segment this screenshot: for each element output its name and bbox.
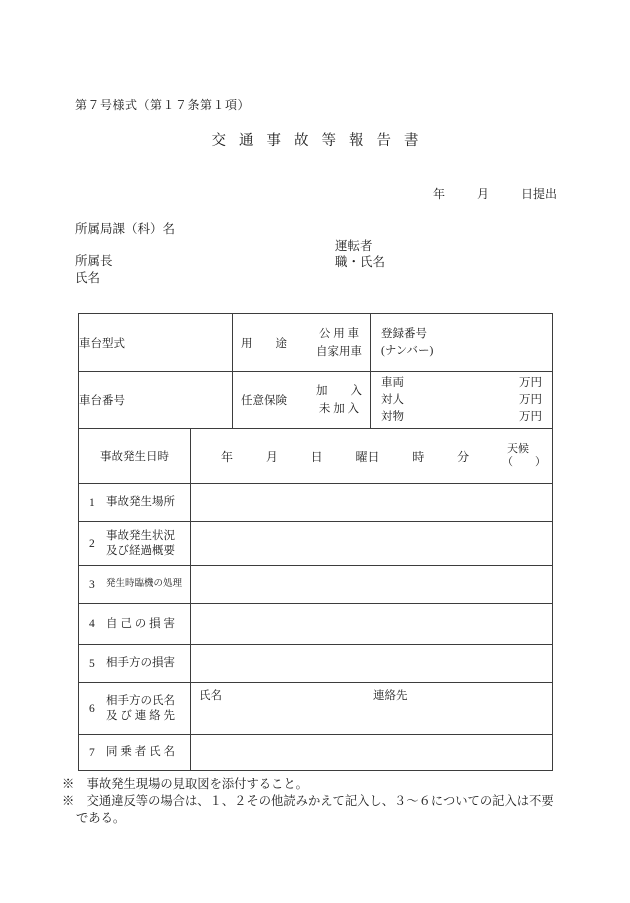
chassis-number-label: 車台番号 [79,395,125,407]
note-traffic-violation: ※ 交通違反等の場合は、１、２その他読みかえて記入し、３〜６についての記入は不要 [62,794,554,808]
datetime-weekday-label: 曜日 [355,449,380,464]
accident-situation-input-area [191,522,553,566]
table-row-accident-location [79,484,553,522]
coverage-line-vehicle [381,375,542,392]
other-party-damage-input-area [191,645,553,683]
use-cell [233,314,371,372]
note-traffic-violation-continued: である。 [76,811,126,825]
insurance-option-insured: 加 入 [316,385,362,397]
row-number: 3 [89,578,95,591]
form-number: 第７号様式（第１７条第１項） [75,98,251,112]
table-row-chassis-number [79,372,553,429]
emergency-measures-label: 発生時臨機の処理 [106,579,183,589]
coverage-line-property [381,409,542,426]
accident-datetime-value-cell [191,429,553,484]
row-number: 5 [89,657,95,670]
driver-label: 運転者 [335,239,373,253]
use-label: 用 途 [241,337,287,350]
coverage-property-label: 対物 [381,410,404,423]
own-damage-input-area [191,604,553,645]
note-attach-sketch: ※ 事故発生現場の見取図を添付すること。 [62,777,308,791]
table-row-accident-datetime [79,429,553,484]
coverage-vehicle-unit: 万円 [519,376,542,389]
partner-name-label: 氏名 [199,690,222,702]
section-chief-name-label: 氏名 [75,271,101,285]
footer-notes [62,776,567,827]
accident-location-input-area [191,484,553,522]
use-option-private: 自家用車 [316,345,362,358]
accident-datetime-label-cell [79,429,191,484]
accident-report-table [78,313,553,771]
accident-situation-label [106,529,175,559]
own-damage-label: 自 己 の 損 害 [106,617,175,630]
insurance-option-uninsured: 未 加 入 [318,403,360,415]
passenger-names-label: 同 乗 者 氏 名 [106,746,175,758]
coverage-line-bodily [381,392,542,409]
submit-date-year-label: 年 [433,187,446,201]
other-party-name-input-area [191,683,553,735]
weather-label: 天候 [506,443,529,455]
weather-paren: （ ） [501,456,546,468]
row-number: 6 [89,702,95,715]
other-party-damage-label-cell [79,645,191,683]
other-party-name-label [106,694,175,724]
partner-contact-label: 連絡先 [373,690,408,702]
insurance-label: 任意保険 [241,395,287,407]
datetime-month-label: 月 [265,449,278,464]
own-damage-label-cell [79,604,191,645]
other-party-name-label-line1: 相手方の氏名 [106,694,175,707]
table-row-other-party-name [79,683,553,735]
registration-number-label: 登録番号 [381,327,427,340]
submit-date-month-label: 月 [477,187,490,201]
row-number: 2 [89,537,95,550]
table-row-other-party-damage [79,645,553,683]
datetime-day-label: 日 [310,449,323,464]
emergency-measures-input-area [191,566,553,604]
row-number: 4 [89,618,95,630]
emergency-measures-label-cell [79,566,191,604]
section-chief-label: 所属長 [75,254,113,268]
table-row-emergency-measures [79,566,553,604]
table-row-own-damage [79,604,553,645]
vehicle-model-cell [79,314,233,372]
driver-title-name-label: 職・氏名 [335,255,386,269]
department-name-label: 所属局課（科）名 [75,222,176,236]
registration-number-sub-label: (ナンバー) [381,344,434,357]
coverage-vehicle-label: 車両 [381,376,404,389]
use-option-public: 公 用 車 [318,327,360,340]
accident-situation-label-line1: 事故発生状況 [106,529,175,542]
weather-block [502,443,546,469]
table-row-accident-situation [79,522,553,566]
datetime-minute-label: 分 [457,449,470,464]
page-title: 交通事故等報告書 [211,133,432,149]
passenger-names-label-cell [79,735,191,771]
coverage-property-unit: 万円 [519,410,542,423]
insurance-cell [233,372,371,429]
accident-situation-label-line2: 及び経過概要 [106,544,175,557]
datetime-year-label: 年 [221,449,234,464]
accident-location-label-cell [79,484,191,522]
accident-situation-label-cell [79,522,191,566]
chassis-number-cell [79,372,233,429]
table-row-passenger-names [79,735,553,771]
registration-number-cell [371,314,553,372]
table-row-vehicle-model [79,314,553,372]
other-party-damage-label: 相手方の損害 [106,657,175,669]
other-party-name-label-line2: 及 び 連 絡 先 [106,709,175,722]
submit-date-line [433,185,557,202]
submit-date-day-label: 日提出 [521,187,558,201]
row-number: 7 [89,746,95,759]
datetime-hour-label: 時 [412,449,425,464]
accident-location-label: 事故発生場所 [106,496,175,508]
coverage-cell [371,372,553,429]
accident-datetime-label: 事故発生日時 [100,451,169,463]
coverage-bodily-unit: 万円 [519,393,542,406]
passenger-names-input-area [191,735,553,771]
row-number: 1 [89,496,95,509]
vehicle-model-label: 車台型式 [79,337,125,350]
coverage-bodily-label: 対人 [381,393,404,406]
other-party-name-label-cell [79,683,191,735]
